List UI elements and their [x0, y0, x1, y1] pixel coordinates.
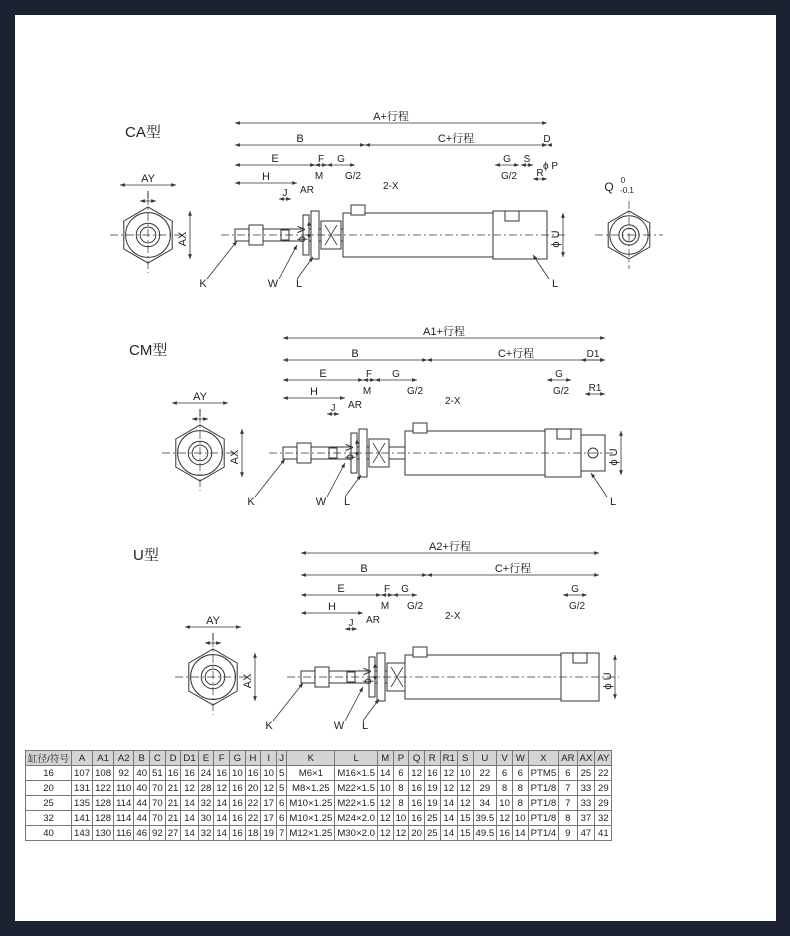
- table-row: [26, 781, 612, 796]
- column-header: A: [72, 751, 93, 766]
- leader-l-rear-label: L: [551, 278, 559, 290]
- table-cell: 10: [230, 766, 246, 781]
- table-cell: 6: [277, 796, 287, 811]
- label-g2: G/2: [344, 171, 362, 182]
- table-cell: 20: [26, 781, 72, 796]
- table-cell: 6: [559, 766, 577, 781]
- table-cell: 16: [230, 811, 246, 826]
- table-cell: 16: [409, 781, 425, 796]
- dim-h-label: H: [262, 171, 270, 183]
- dim-a-label: A+行程: [373, 111, 409, 123]
- table-cell: 18: [245, 826, 261, 841]
- dim-d-label: D1: [586, 349, 600, 360]
- table-cell: 5: [277, 766, 287, 781]
- table-cell: 40: [134, 766, 150, 781]
- dim-j-label: J: [330, 403, 336, 414]
- u-title: U型: [133, 547, 159, 564]
- column-header: G: [230, 751, 246, 766]
- table-cell: 143: [72, 826, 93, 841]
- table-cell: 135: [72, 796, 93, 811]
- label-ar: AR: [348, 400, 362, 411]
- table-cell: 32: [198, 826, 214, 841]
- table-cell: 10: [512, 811, 528, 826]
- table-cell: 47: [577, 826, 595, 841]
- leader-k-label: K: [247, 496, 255, 508]
- dim-c-label: C+行程: [497, 348, 535, 360]
- column-header: K: [287, 751, 335, 766]
- table-cell: 70: [150, 781, 166, 796]
- front-port: [413, 423, 427, 433]
- table-cell: 70: [150, 796, 166, 811]
- dim-i-label: I: [146, 190, 150, 201]
- table-cell: 27: [165, 826, 181, 841]
- dim-ax-label: AX: [229, 449, 241, 465]
- rear-port: [573, 653, 587, 663]
- table-cell: PT1/4: [528, 826, 559, 841]
- label-ar: AR: [300, 185, 314, 196]
- label-g2-rear: G/2: [552, 386, 570, 397]
- label-2x: 2-X: [445, 611, 461, 622]
- table-cell: 20: [245, 781, 261, 796]
- table-cell: 15: [457, 811, 473, 826]
- u-drawing: [133, 539, 619, 732]
- table-cell: 44: [134, 796, 150, 811]
- leader-l-rear-leader: [591, 473, 607, 497]
- table-cell: 14: [440, 811, 457, 826]
- table-cell: 7: [277, 826, 287, 841]
- table-cell: 14: [214, 826, 230, 841]
- table-cell: 8: [512, 796, 528, 811]
- column-header: H: [245, 751, 261, 766]
- dim-g-rear-label: G: [503, 154, 511, 165]
- table-cell: 12: [377, 796, 393, 811]
- table-cell: 29: [595, 781, 612, 796]
- front-port: [351, 205, 365, 215]
- table-cell: PT1/8: [528, 811, 559, 826]
- table-cell: 128: [93, 811, 114, 826]
- table-cell: 33: [577, 796, 595, 811]
- table-cell: 14: [214, 811, 230, 826]
- front-port: [413, 647, 427, 657]
- table-cell: 14: [440, 826, 457, 841]
- ca-title: CA型: [125, 124, 161, 141]
- table-cell: 12: [261, 781, 277, 796]
- table-cell: 16: [424, 766, 440, 781]
- dim-a-label: A1+行程: [423, 326, 465, 338]
- table-cell: 15: [457, 826, 473, 841]
- dim-ax-label: AX: [242, 673, 254, 689]
- label-m: M: [314, 171, 324, 182]
- table-cell: 10: [393, 811, 409, 826]
- label-g2: G/2: [406, 601, 424, 612]
- table-cell: 12: [181, 781, 198, 796]
- table-cell: 9: [559, 826, 577, 841]
- table-cell: 33: [577, 781, 595, 796]
- dim-ay-label: AY: [193, 391, 207, 403]
- leader-w-label: W: [267, 278, 279, 290]
- table-cell: 12: [440, 781, 457, 796]
- cm-drawing: [129, 324, 621, 508]
- dim-h-label: H: [310, 386, 318, 398]
- label-ar: AR: [366, 615, 380, 626]
- leader-l-label: L: [295, 278, 303, 290]
- dim-g-label: G: [401, 584, 409, 595]
- table-cell: 8: [559, 811, 577, 826]
- dim-r-label: R: [536, 168, 544, 179]
- leader-k-label: K: [199, 278, 207, 290]
- table-cell: 6: [497, 766, 513, 781]
- column-header: U: [473, 751, 497, 766]
- table-cell: 16: [26, 766, 72, 781]
- table-cell: 17: [261, 811, 277, 826]
- label-m: M: [362, 386, 372, 397]
- table-cell: 14: [181, 826, 198, 841]
- table-cell: 16: [165, 766, 181, 781]
- table-row: [26, 811, 612, 826]
- table-cell: 22: [595, 766, 612, 781]
- table-cell: 41: [595, 826, 612, 841]
- dim-u-label: ϕ U: [602, 672, 614, 690]
- technical-drawings: [15, 15, 776, 735]
- dim-j-label: J: [282, 188, 288, 199]
- table-cell: 28: [198, 781, 214, 796]
- table-cell: 6: [277, 811, 287, 826]
- dim-f-label: F: [365, 369, 373, 380]
- table-cell: 20: [409, 826, 425, 841]
- leader-w-leader: [345, 687, 363, 721]
- label-p: ϕ P: [543, 161, 559, 172]
- dim-a-label: A2+行程: [429, 541, 471, 553]
- label-q: Q: [604, 180, 614, 194]
- dim-g-rear-label: G: [555, 369, 563, 380]
- table-cell: 24: [198, 766, 214, 781]
- column-header: C: [150, 751, 166, 766]
- dim-u-label: ϕ U: [608, 448, 620, 466]
- column-header: S: [457, 751, 473, 766]
- dim-b-label: B: [360, 563, 368, 575]
- table-cell: 116: [114, 826, 134, 841]
- table-cell: M22×1.5: [335, 781, 378, 796]
- table-cell: 16: [230, 781, 246, 796]
- table-cell: 10: [457, 766, 473, 781]
- table-cell: 16: [245, 766, 261, 781]
- column-header: P: [393, 751, 409, 766]
- table-cell: 8: [393, 796, 409, 811]
- dim-g-rear-label: G: [571, 584, 579, 595]
- table-row: [26, 826, 612, 841]
- table-cell: 16: [214, 766, 230, 781]
- dim-r-label: R1: [588, 383, 602, 394]
- table-cell: 16: [497, 826, 513, 841]
- column-header: R1: [440, 751, 457, 766]
- table-cell: 16: [181, 766, 198, 781]
- dim-ay-label: AY: [141, 173, 155, 185]
- table-cell: 32: [595, 811, 612, 826]
- rear-port: [557, 429, 571, 439]
- column-header: D1: [181, 751, 198, 766]
- table-cell: 114: [114, 811, 134, 826]
- dim-j-label: J: [348, 618, 354, 629]
- table-cell: 22: [473, 766, 497, 781]
- leader-w-leader: [279, 245, 297, 279]
- table-cell: 37: [577, 811, 595, 826]
- spec-table: [25, 750, 612, 841]
- table-cell: 46: [134, 826, 150, 841]
- column-header: A2: [114, 751, 134, 766]
- table-cell: 128: [93, 796, 114, 811]
- table-cell: 12: [377, 811, 393, 826]
- dim-d-label: D: [543, 134, 551, 145]
- table-cell: 16: [230, 826, 246, 841]
- table-cell: M10×1.25: [287, 811, 335, 826]
- column-header: AY: [595, 751, 612, 766]
- dim-v-label: ϕ V: [296, 225, 308, 243]
- table-cell: 12: [457, 781, 473, 796]
- table-cell: 122: [93, 781, 114, 796]
- table-cell: M16×1.5: [335, 766, 378, 781]
- table-cell: 14: [512, 826, 528, 841]
- dim-ay-label: AY: [206, 615, 220, 627]
- table-cell: 7: [559, 796, 577, 811]
- dim-c-label: C+行程: [437, 133, 475, 145]
- table-cell: 14: [377, 766, 393, 781]
- dim-e-label: E: [337, 583, 345, 595]
- column-header: F: [214, 751, 230, 766]
- column-header: E: [198, 751, 214, 766]
- ca-drawing: [110, 109, 663, 290]
- drawing-sheet: [15, 15, 776, 921]
- table-cell: 10: [377, 781, 393, 796]
- table-cell: 92: [114, 766, 134, 781]
- table-cell: 34: [473, 796, 497, 811]
- table-cell: 12: [440, 766, 457, 781]
- column-header: W: [512, 751, 528, 766]
- column-header: L: [335, 751, 378, 766]
- table-cell: 12: [409, 766, 425, 781]
- table-cell: 17: [261, 796, 277, 811]
- column-header: J: [277, 751, 287, 766]
- table-cell: 12: [393, 826, 409, 841]
- table-cell: 25: [26, 796, 72, 811]
- table-cell: 44: [134, 811, 150, 826]
- table-cell: 130: [93, 826, 114, 841]
- table-cell: 19: [261, 826, 277, 841]
- table-cell: 21: [165, 796, 181, 811]
- table-cell: 7: [559, 781, 577, 796]
- dim-u-label: ϕ U: [550, 230, 562, 248]
- table-cell: 10: [261, 766, 277, 781]
- column-header: V: [497, 751, 513, 766]
- table-cell: 141: [72, 811, 93, 826]
- column-header: X: [528, 751, 559, 766]
- table-cell: 32: [26, 811, 72, 826]
- dim-g-label: G: [392, 369, 400, 380]
- table-cell: 8: [393, 781, 409, 796]
- leader-l-label: L: [361, 720, 369, 732]
- table-cell: M12×1.25: [287, 826, 335, 841]
- table-cell: 39.5: [473, 811, 497, 826]
- column-header: A1: [93, 751, 114, 766]
- table-cell: 6: [512, 766, 528, 781]
- table-cell: 10: [497, 796, 513, 811]
- table-cell: 22: [245, 811, 261, 826]
- dim-h-label: H: [328, 601, 336, 613]
- table-cell: 25: [424, 826, 440, 841]
- table-cell: M10×1.25: [287, 796, 335, 811]
- column-header: AX: [577, 751, 595, 766]
- table-cell: 92: [150, 826, 166, 841]
- dim-c-label: C+行程: [494, 563, 532, 575]
- dim-e-label: E: [271, 153, 279, 165]
- table-cell: 25: [577, 766, 595, 781]
- table-row: [26, 766, 612, 781]
- table-cell: 30: [198, 811, 214, 826]
- table-cell: 107: [72, 766, 93, 781]
- table-cell: 21: [165, 781, 181, 796]
- leader-l-label: L: [343, 496, 351, 508]
- leader-l-leader: [363, 699, 379, 721]
- table-cell: 40: [134, 781, 150, 796]
- table-cell: 108: [93, 766, 114, 781]
- column-header: Q: [409, 751, 425, 766]
- table-cell: 16: [409, 811, 425, 826]
- label-2x: 2-X: [445, 396, 461, 407]
- table-cell: 14: [181, 811, 198, 826]
- dim-b-label: B: [351, 348, 359, 360]
- label-q-tol-top: 0: [620, 176, 626, 185]
- column-header: R: [424, 751, 440, 766]
- leader-l-leader: [345, 475, 361, 497]
- leader-w-label: W: [333, 720, 345, 732]
- table-cell: 12: [214, 781, 230, 796]
- table-cell: M8×1.25: [287, 781, 335, 796]
- cm-title: CM型: [129, 342, 168, 359]
- column-header: D: [165, 751, 181, 766]
- table-cell: 51: [150, 766, 166, 781]
- table-cell: 16: [230, 796, 246, 811]
- label-g2-rear: G/2: [568, 601, 586, 612]
- table-cell: 29: [595, 796, 612, 811]
- table-cell: 5: [277, 781, 287, 796]
- table-cell: M6×1: [287, 766, 335, 781]
- table-cell: 19: [424, 796, 440, 811]
- rear-port: [505, 211, 519, 221]
- dim-i-label: I: [198, 408, 202, 419]
- table-cell: 12: [457, 796, 473, 811]
- table-cell: 25: [424, 811, 440, 826]
- table-cell: 40: [26, 826, 72, 841]
- dim-v-label: ϕ V: [344, 443, 356, 461]
- dim-s-label: S: [523, 154, 531, 165]
- table-cell: 32: [198, 796, 214, 811]
- dim-f-label: F: [317, 154, 325, 165]
- table-header-row: [26, 751, 612, 766]
- dim-b-label: B: [296, 133, 304, 145]
- table-cell: 21: [165, 811, 181, 826]
- leader-w-leader: [327, 463, 345, 497]
- dim-v-label: ϕ V: [362, 667, 374, 685]
- table-cell: 6: [393, 766, 409, 781]
- table-cell: 8: [497, 781, 513, 796]
- label-2x: 2-X: [383, 181, 399, 192]
- table-cell: 12: [497, 811, 513, 826]
- table-cell: 114: [114, 796, 134, 811]
- dim-i-label: I: [211, 632, 215, 643]
- table-row: [26, 796, 612, 811]
- table-cell: M30×2.0: [335, 826, 378, 841]
- column-header: AR: [559, 751, 577, 766]
- column-header: M: [377, 751, 393, 766]
- label-g2-rear: G/2: [500, 171, 518, 182]
- table-cell: 14: [214, 796, 230, 811]
- label-g2: G/2: [406, 386, 424, 397]
- leader-l-leader: [297, 257, 313, 279]
- dim-ax-label: AX: [177, 231, 189, 247]
- leader-k-leader: [255, 459, 285, 497]
- table-cell: PTM5: [528, 766, 559, 781]
- table-cell: 49.5: [473, 826, 497, 841]
- label-q-tol-bot: -0.1: [620, 186, 634, 195]
- table-cell: M24×2.0: [335, 811, 378, 826]
- table-cell: 29: [473, 781, 497, 796]
- table-cell: 16: [409, 796, 425, 811]
- table-cell: M22×1.5: [335, 796, 378, 811]
- table-cell: 22: [245, 796, 261, 811]
- leader-w-label: W: [315, 496, 327, 508]
- leader-k-leader: [273, 683, 303, 721]
- leader-l-rear-label: L: [609, 496, 617, 508]
- table-cell: 14: [440, 796, 457, 811]
- table-cell: PT1/8: [528, 781, 559, 796]
- table-cell: 70: [150, 811, 166, 826]
- column-header: B: [134, 751, 150, 766]
- label-m: M: [380, 601, 390, 612]
- dim-f-label: F: [383, 584, 391, 595]
- table-cell: 8: [512, 781, 528, 796]
- table-cell: 14: [181, 796, 198, 811]
- table-cell: 131: [72, 781, 93, 796]
- table-cell: 110: [114, 781, 134, 796]
- dim-e-label: E: [319, 368, 327, 380]
- table-cell: 19: [424, 781, 440, 796]
- leader-k-label: K: [265, 720, 273, 732]
- column-header: I: [261, 751, 277, 766]
- leader-k-leader: [207, 241, 237, 279]
- table-cell: 12: [377, 826, 393, 841]
- table-cell: PT1/8: [528, 796, 559, 811]
- dim-g-label: G: [337, 154, 345, 165]
- column-header: 缸径/符号: [26, 751, 72, 766]
